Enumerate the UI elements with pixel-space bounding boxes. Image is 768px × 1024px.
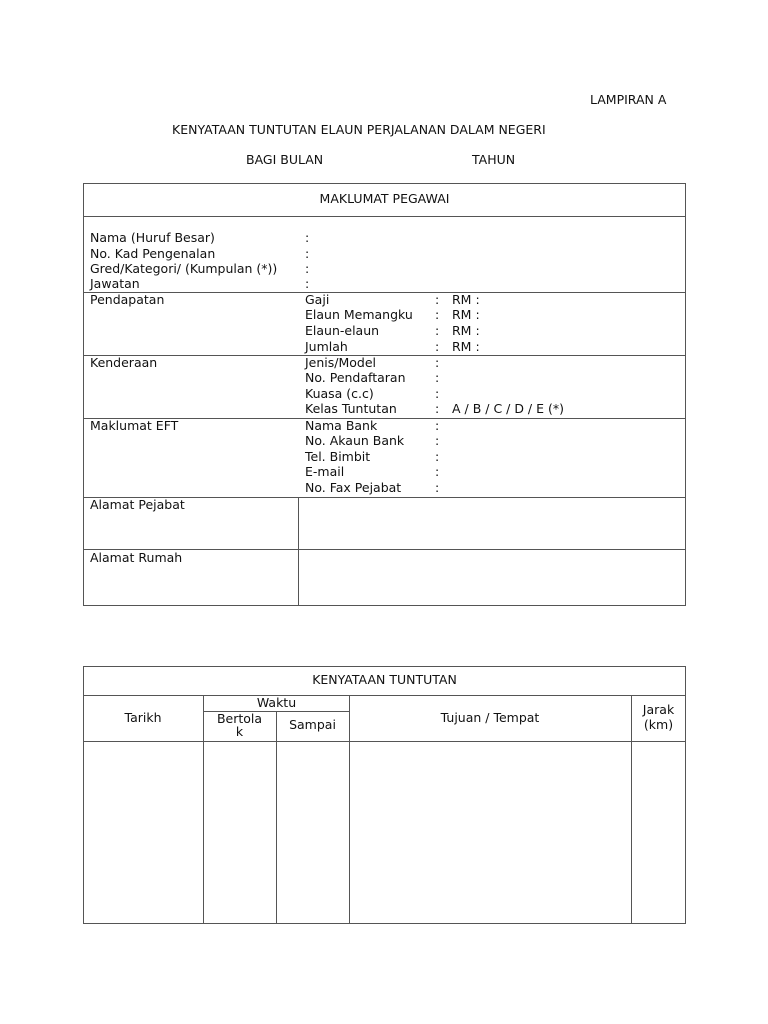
colon: : <box>435 464 440 479</box>
rm-label: RM : <box>452 292 480 307</box>
home-address-label: Alamat Rumah <box>90 550 183 565</box>
account-number-label: No. Akaun Bank <box>305 433 405 448</box>
colon: : <box>435 292 440 307</box>
claim-class-options: A / B / C / D / E (*) <box>452 401 564 416</box>
claims-heading: KENYATAAN TUNTUTAN <box>312 672 457 687</box>
employee-info-heading: MAKLUMAT PEGAWAI <box>319 191 450 206</box>
col-time-header: Waktu <box>256 695 297 710</box>
colon: : <box>305 261 310 276</box>
rm-label: RM : <box>452 339 480 354</box>
name-label: Nama (Huruf Besar) <box>90 230 215 245</box>
col-depart-header: Bertola <box>216 711 263 726</box>
colon: : <box>435 339 440 354</box>
income-label: Pendapatan <box>90 292 165 307</box>
acting-allowance-label: Elaun Memangku <box>305 307 413 322</box>
colon: : <box>435 386 440 401</box>
bank-name-label: Nama Bank <box>305 418 378 433</box>
vehicle-label: Kenderaan <box>90 355 158 370</box>
colon: : <box>435 418 440 433</box>
colon: : <box>435 370 440 385</box>
salary-label: Gaji <box>305 292 330 307</box>
rm-label: RM : <box>452 323 480 338</box>
col-date-header: Tarikh <box>124 710 162 725</box>
rm-label: RM : <box>452 307 480 322</box>
colon: : <box>305 230 310 245</box>
engine-cc-label: Kuasa (c.c) <box>305 386 374 401</box>
vehicle-model-label: Jenis/Model <box>305 355 377 370</box>
position-label: Jawatan <box>90 276 140 291</box>
col-arrive-header: Sampai <box>289 717 336 732</box>
mobile-label: Tel. Bimbit <box>305 449 371 464</box>
email-label: E-mail <box>305 464 345 479</box>
registration-label: No. Pendaftaran <box>305 370 406 385</box>
col-distance-header: Jarak <box>642 702 675 717</box>
grade-label: Gred/Kategori/ (Kumpulan (*)) <box>90 261 278 276</box>
year-label: TAHUN <box>472 152 516 167</box>
office-fax-label: No. Fax Pejabat <box>305 480 402 495</box>
office-address-label: Alamat Pejabat <box>90 497 185 512</box>
month-label: BAGI BULAN <box>246 152 324 167</box>
colon: : <box>435 355 440 370</box>
allowances-label: Elaun-elaun <box>305 323 380 338</box>
colon: : <box>435 449 440 464</box>
colon: : <box>305 276 310 291</box>
col-distance-unit: (km) <box>643 717 674 732</box>
colon: : <box>435 307 440 322</box>
eft-label: Maklumat EFT <box>90 418 179 433</box>
appendix-label: LAMPIRAN A <box>590 92 667 107</box>
colon: : <box>305 246 310 261</box>
colon: : <box>435 401 440 416</box>
col-destination-header: Tujuan / Tempat <box>440 710 540 725</box>
form-title: KENYATAAN TUNTUTAN ELAUN PERJALANAN DALAM NEGERI <box>172 122 546 137</box>
claim-class-label: Kelas Tuntutan <box>305 401 397 416</box>
col-depart-header-wrap: k <box>235 724 244 739</box>
ic-number-label: No. Kad Pengenalan <box>90 246 216 261</box>
colon: : <box>435 433 440 448</box>
colon: : <box>435 323 440 338</box>
colon: : <box>435 480 440 495</box>
total-label: Jumlah <box>305 339 348 354</box>
